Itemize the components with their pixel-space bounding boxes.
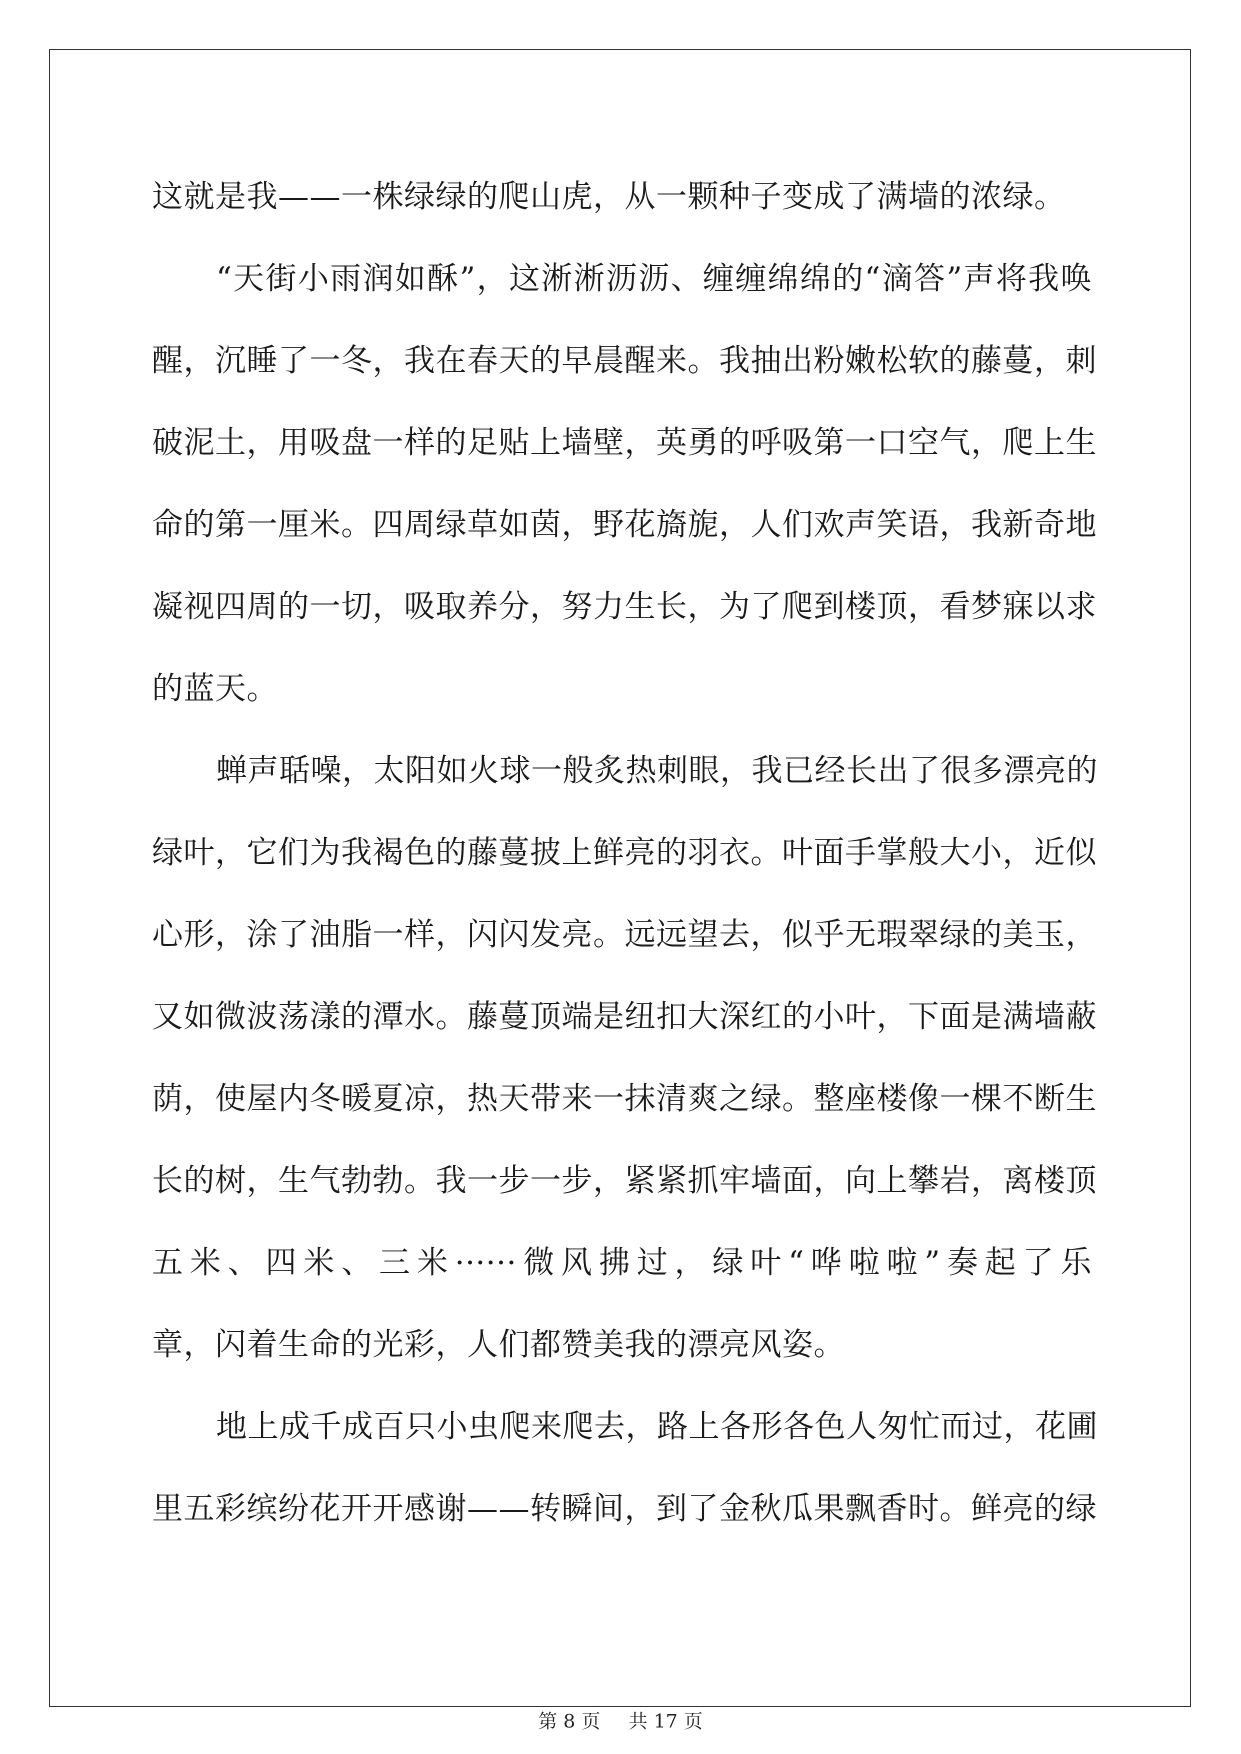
body-text [152,156,1098,1550]
text-line-17: 里五彩缤纷花开开感谢——转瞬间，到了金秋瓜果飘香时。鲜亮的绿 [152,1491,1097,1527]
page-total: 共 17 页 [628,1710,703,1733]
text-line-12: 荫，使屋内冬暖夏凉，热天带来一抹清爽之绿。整座楼像一棵不断生 [152,1081,1097,1117]
text-line-13: 长的树，生气勃勃。我一步一步，紧紧抓牢墙面，向上攀岩，离楼顶 [152,1163,1097,1199]
text-line-16: 地上成千成百只小虫爬来爬去，路上各形各色人匆忙而过，花圃 [216,1409,1098,1445]
text-line-9: 绿叶，它们为我褐色的藤蔓披上鲜亮的羽衣。叶面手掌般大小，近似 [152,835,1097,871]
text-line-1: 这就是我——一株绿绿的爬山虎，从一颗种子变成了满墙的浓绿。 [152,179,1066,215]
text-line-4: 破泥土，用吸盘一样的足贴上墙壁，英勇的呼吸第一口空气，爬上生 [152,425,1097,461]
text-line-7: 的蓝天。 [152,671,278,707]
page-footer [0,1707,1241,1734]
text-line-10: 心形，涂了油脂一样，闪闪发亮。远远望去，似乎无瑕翠绿的美玉， [152,917,1097,953]
text-line-15: 章，闪着生命的光彩，人们都赞美我的漂亮风姿。 [152,1327,845,1363]
text-line-6: 凝视四周的一切，吸取养分，努力生长，为了爬到楼顶，看梦寐以求 [152,589,1097,625]
text-line-11: 又如微波荡漾的潭水。藤蔓顶端是纽扣大深红的小叶，下面是满墙蔽 [152,999,1097,1035]
text-line-3: 醒，沉睡了一冬，我在春天的早晨醒来。我抽出粉嫩松软的藤蔓，刺 [152,343,1097,379]
text-line-2: “天街小雨润如酥”，这淅淅沥沥、缠缠绵绵的“滴答”声将我唤 [216,261,1092,297]
text-line-14: 五米、四米、三米······微风拂过，绿叶“哗啦啦”奏起了乐 [152,1245,1092,1281]
page-number: 第 8 页 [538,1710,601,1733]
text-line-5: 命的第一厘米。四周绿草如茵，野花旖旎，人们欢声笑语，我新奇地 [152,507,1097,543]
text-line-8: 蝉声聒噪，太阳如火球一般炙热刺眼，我已经长出了很多漂亮的 [216,753,1098,789]
